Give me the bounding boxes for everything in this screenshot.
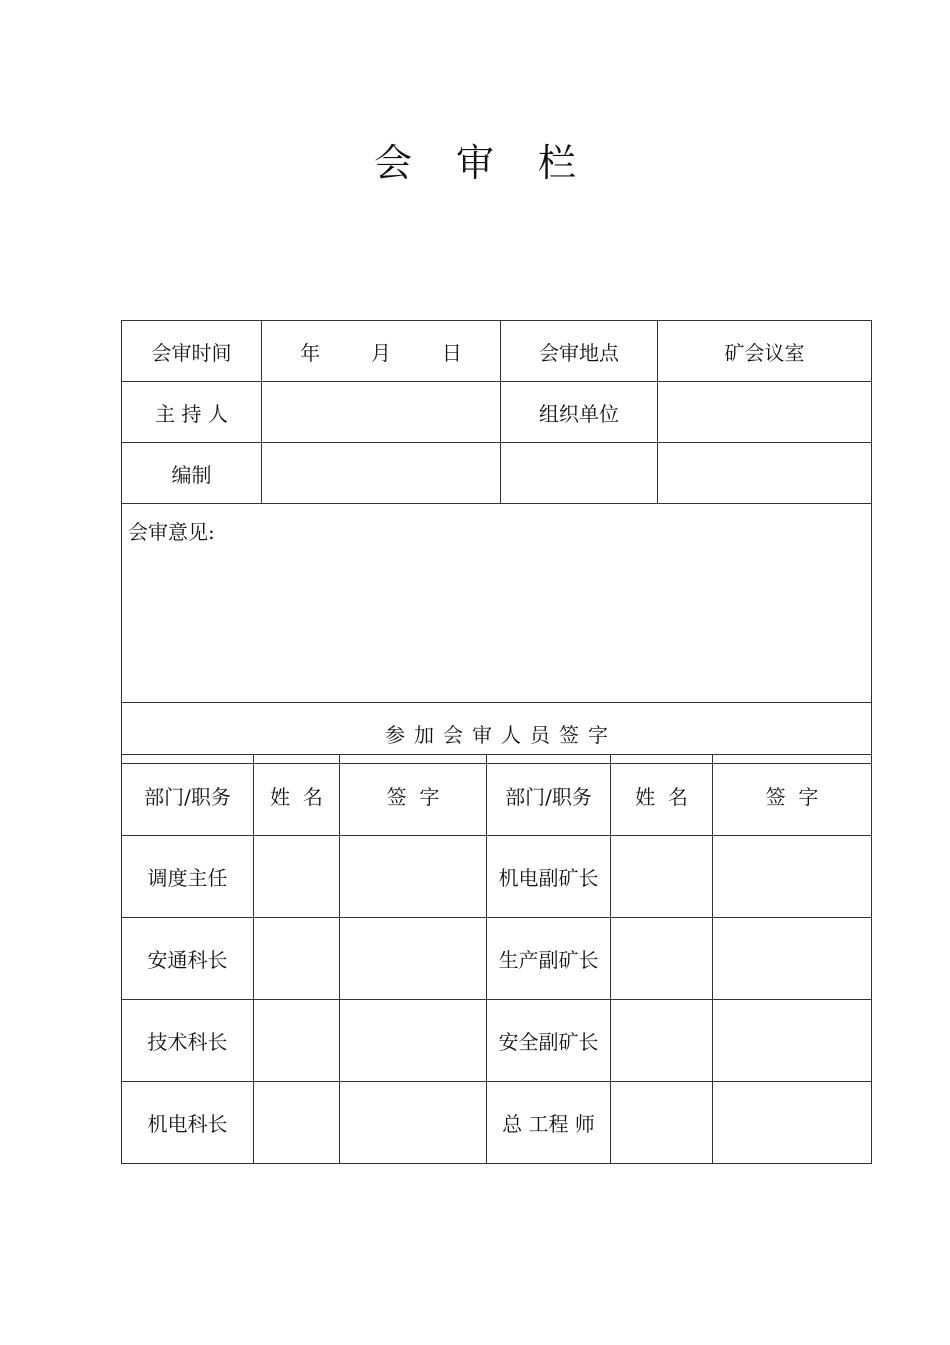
review-time-row: [122, 321, 872, 382]
name-field-right[interactable]: [611, 1082, 713, 1164]
table-row: [122, 1082, 872, 1164]
header-signature-right: 签 字: [713, 755, 872, 836]
table-row: [122, 918, 872, 1000]
name-field-left[interactable]: [254, 836, 340, 918]
table-row: [122, 836, 872, 918]
header-dept-left: 部门/职务: [122, 755, 254, 836]
review-info-table: [121, 320, 872, 764]
dept-cell-right: 安全副矿长: [487, 1000, 611, 1082]
review-opinion-label: 会审意见:: [128, 520, 215, 544]
compile-extra-field-1[interactable]: [501, 443, 658, 504]
dept-cell-left: 调度主任: [122, 836, 254, 918]
review-date-field[interactable]: 年 月 日: [262, 321, 501, 382]
signers-header-row: [122, 755, 872, 836]
signature-field-left[interactable]: [340, 1082, 487, 1164]
review-time-label: 会审时间: [122, 321, 262, 382]
compile-row: [122, 443, 872, 504]
signature-field-left[interactable]: [340, 836, 487, 918]
name-field-right[interactable]: [611, 1000, 713, 1082]
signature-field-left[interactable]: [340, 1000, 487, 1082]
name-field-right[interactable]: [611, 836, 713, 918]
host-row: [122, 382, 872, 443]
name-field-left[interactable]: [254, 1082, 340, 1164]
header-dept-right: 部门/职务: [487, 755, 611, 836]
dept-cell-right: 总 工程 师: [487, 1082, 611, 1164]
organizer-field[interactable]: [658, 382, 872, 443]
dept-cell-left: 机电科长: [122, 1082, 254, 1164]
signature-field-right[interactable]: [713, 1000, 872, 1082]
compile-field[interactable]: [262, 443, 501, 504]
signature-field-right[interactable]: [713, 918, 872, 1000]
header-signature-left: 签 字: [340, 755, 487, 836]
signers-table: [121, 754, 872, 1164]
signature-field-left[interactable]: [340, 918, 487, 1000]
review-place-value[interactable]: 矿会议室: [658, 321, 872, 382]
signature-field-right[interactable]: [713, 836, 872, 918]
name-field-left[interactable]: [254, 918, 340, 1000]
compile-extra-field-2[interactable]: [658, 443, 872, 504]
table-row: [122, 1000, 872, 1082]
organizer-label: 组织单位: [501, 382, 658, 443]
dept-cell-left: 安通科长: [122, 918, 254, 1000]
name-field-right[interactable]: [611, 918, 713, 1000]
signature-field-right[interactable]: [713, 1082, 872, 1164]
host-field[interactable]: [262, 382, 501, 443]
dept-cell-right: 生产副矿长: [487, 918, 611, 1000]
name-field-left[interactable]: [254, 1000, 340, 1082]
review-opinion-row: [122, 504, 872, 703]
review-place-label: 会审地点: [501, 321, 658, 382]
header-name-left: 姓 名: [254, 755, 340, 836]
signers-title: 参加会审人员签字: [122, 703, 872, 764]
dept-cell-right: 机电副矿长: [487, 836, 611, 918]
page-title: 会审栏: [373, 141, 620, 185]
host-label: 主 持 人: [122, 382, 262, 443]
dept-cell-left: 技术科长: [122, 1000, 254, 1082]
review-opinion-field[interactable]: [122, 504, 872, 703]
compile-label: 编制: [122, 443, 262, 504]
header-name-right: 姓 名: [611, 755, 713, 836]
